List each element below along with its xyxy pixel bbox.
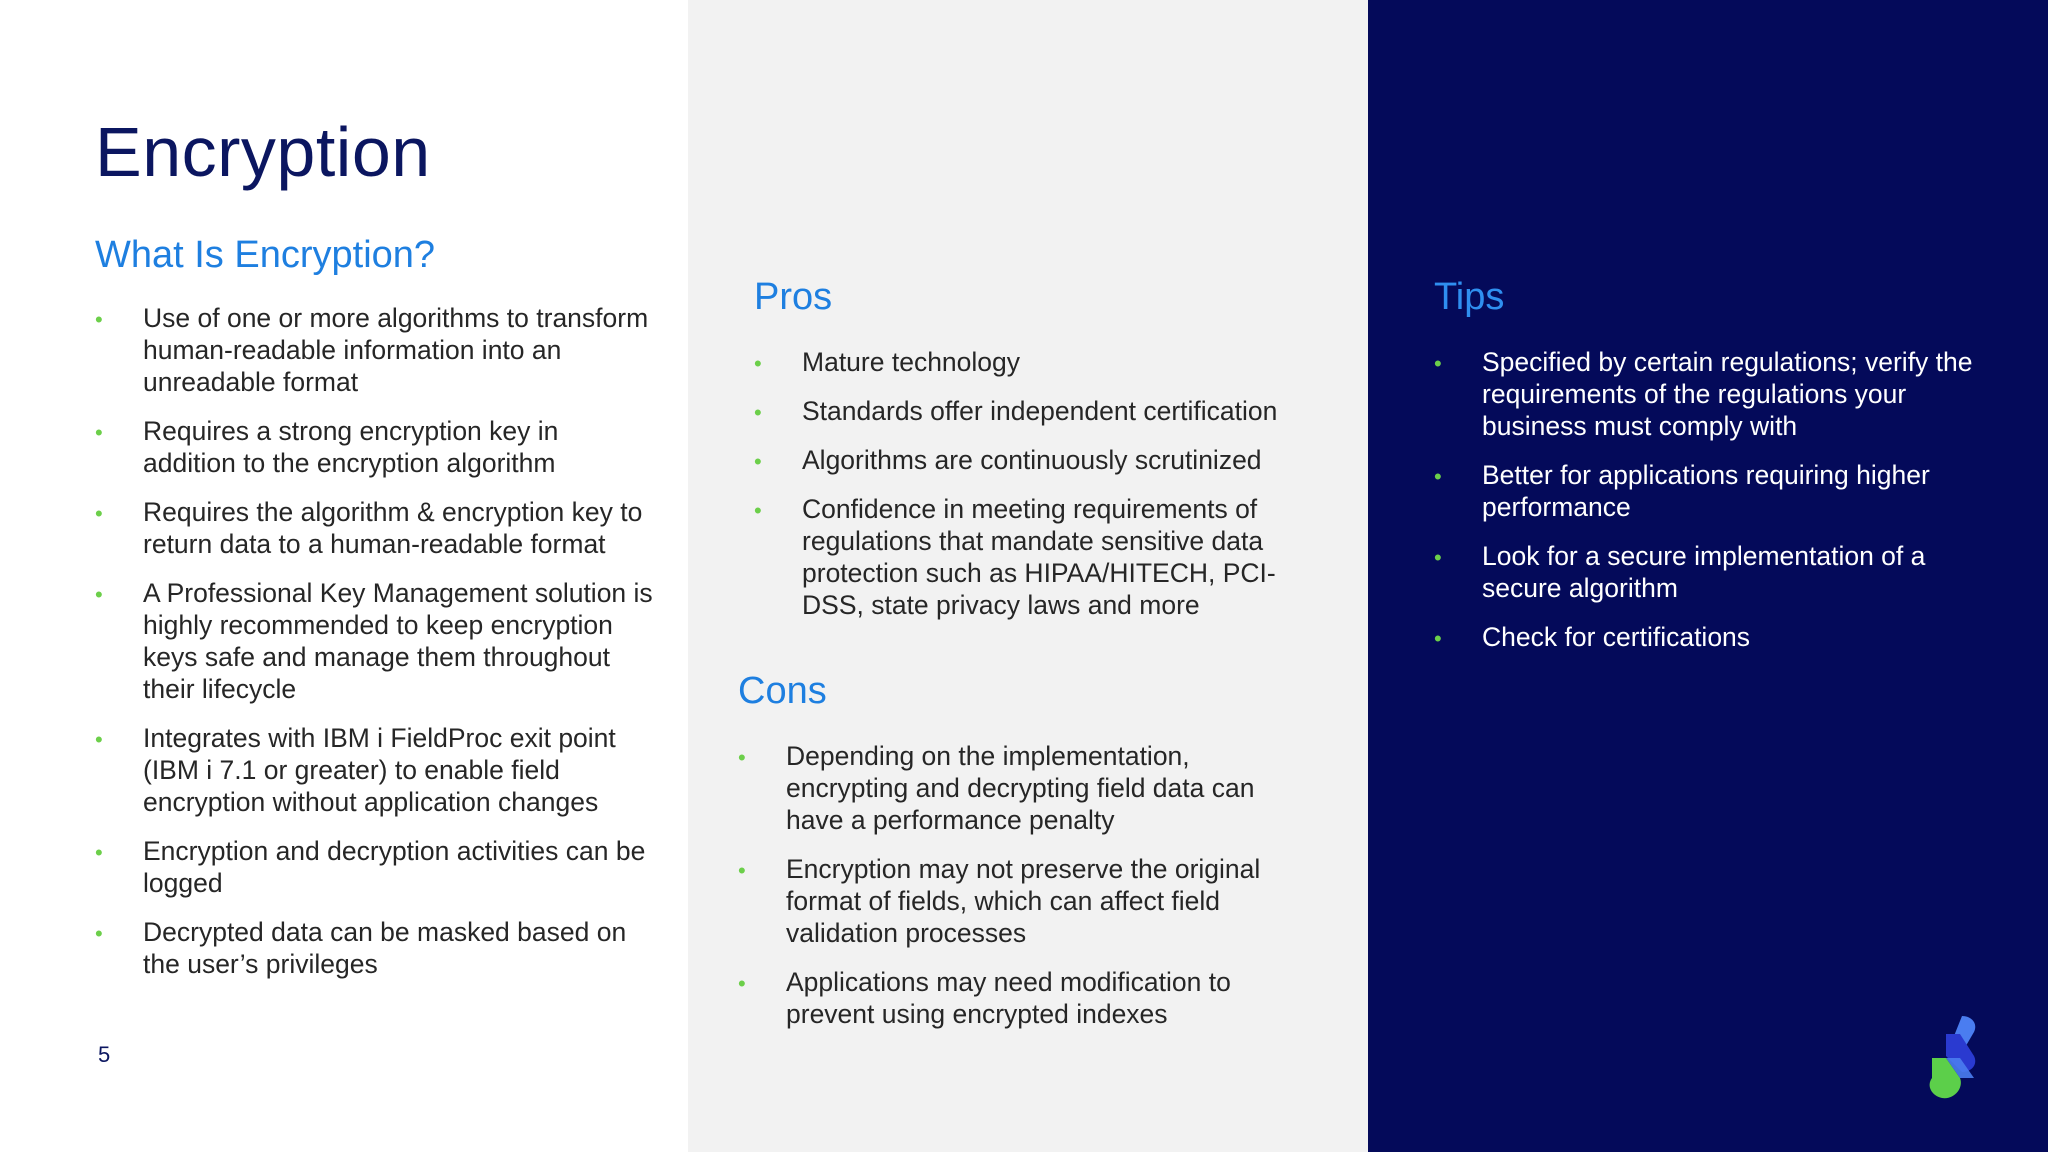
bullet-icon: • xyxy=(1434,351,1442,376)
list-item: • Check for certifications xyxy=(1434,621,1994,653)
bullet-icon: • xyxy=(95,582,103,607)
cons-list xyxy=(738,740,1298,1047)
bullet-icon: • xyxy=(95,307,103,332)
bullet-icon: • xyxy=(754,351,762,376)
bullet-icon: • xyxy=(738,745,746,770)
pros-list xyxy=(754,346,1314,638)
bullet-icon: • xyxy=(754,449,762,474)
bullet-icon: • xyxy=(754,498,762,523)
list-item: • Requires the algorithm & encryption key to return data to a human-readable format xyxy=(95,497,643,559)
list-item: • Better for applications requiring higher performance xyxy=(1434,460,1930,522)
list-item: • Standards offer independent certification xyxy=(754,395,1314,427)
bullet-icon: • xyxy=(1434,464,1442,489)
list-item: • Applications may need modification to prevent using encrypted indexes xyxy=(738,967,1231,1029)
list-item: • Encryption and decryption activities can be logged xyxy=(95,836,646,898)
list-item: • Specified by certain regulations; verify the requirements of the regulations your business must comply with xyxy=(1434,347,1973,441)
bullet-icon: • xyxy=(754,400,762,425)
what-is-list xyxy=(95,302,655,997)
list-item: • A Professional Key Management solution is highly recommended to keep encryption keys safe and manage them throughout their lifecycle xyxy=(95,578,653,704)
bullet-icon: • xyxy=(738,971,746,996)
tips-heading: Tips xyxy=(1434,276,1505,318)
middle-column xyxy=(688,0,1368,1152)
bullet-icon: • xyxy=(1434,626,1442,651)
bullet-icon: • xyxy=(95,840,103,865)
list-item: • Depending on the implementation, encrypting and decrypting field data can have a performance penalty xyxy=(738,741,1255,835)
list-item: • Confidence in meeting requirements of regulations that mandate sensitive data protection such as HIPAA/HITECH, PCI-DSS, state privacy laws and more xyxy=(754,494,1276,620)
list-item: • Look for a secure implementation of a secure algorithm xyxy=(1434,541,1926,603)
list-item: • Integrates with IBM i FieldProc exit point (IBM i 7.1 or greater) to enable field encryption without application changes xyxy=(95,723,616,817)
list-item: • Use of one or more algorithms to transform human-readable information into an unreadable format xyxy=(95,303,649,397)
list-item: • Mature technology xyxy=(754,346,1314,378)
bullet-icon: • xyxy=(1434,545,1442,570)
bullet-icon: • xyxy=(738,858,746,883)
list-item: • Algorithms are continuously scrutinized xyxy=(754,444,1314,476)
page-number: 5 xyxy=(98,1042,111,1067)
bullet-icon: • xyxy=(95,921,103,946)
brand-logo-icon xyxy=(1924,1012,1980,1102)
cons-heading: Cons xyxy=(738,670,827,712)
list-item: • Decrypted data can be masked based on the user’s privileges xyxy=(95,917,627,979)
bullet-icon: • xyxy=(95,420,103,445)
bullet-icon: • xyxy=(95,501,103,526)
what-is-heading: What Is Encryption? xyxy=(95,234,436,276)
tips-list xyxy=(1434,346,1994,670)
right-column xyxy=(1368,0,2048,1152)
left-column xyxy=(0,0,688,1152)
list-item: • Encryption may not preserve the original format of fields, which can affect field validation processes xyxy=(738,854,1261,948)
list-item: • Requires a strong encryption key in addition to the encryption algorithm xyxy=(95,416,559,478)
bullet-icon: • xyxy=(95,727,103,752)
pros-heading: Pros xyxy=(754,276,833,318)
slide-title: Encryption xyxy=(95,113,431,191)
